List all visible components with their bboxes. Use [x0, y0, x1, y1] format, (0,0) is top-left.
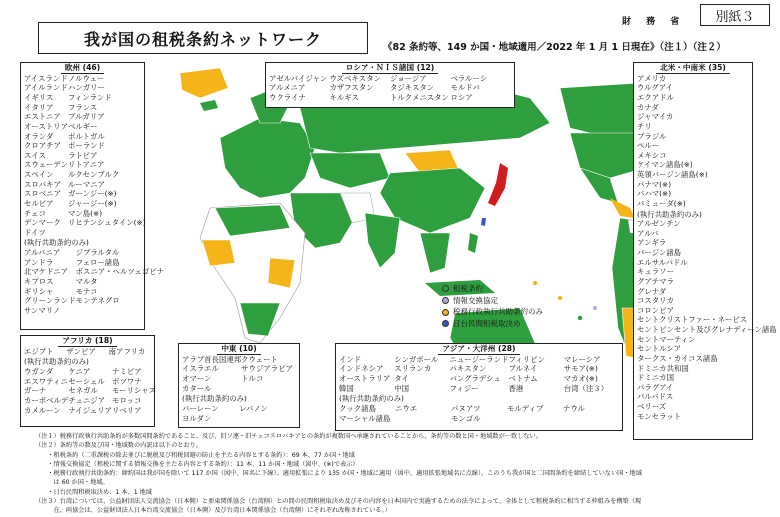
legend-label: 税務行政執行共助条約のみ [453, 307, 543, 317]
country-name: バミューダ(※) [637, 198, 686, 208]
country-name: モーリシャス [112, 386, 156, 396]
country-name: スロベニア [24, 189, 61, 199]
country-name: ジブラルタル [75, 248, 120, 258]
country-name: パヌアツ [451, 403, 481, 413]
country-name: イタリア [24, 102, 54, 112]
country-name: フェロー諸島 [75, 257, 120, 267]
map-africa-west [202, 240, 235, 266]
country-name: リベリア [112, 405, 142, 415]
region-heading [634, 63, 752, 74]
legend-dot [442, 285, 449, 292]
country-name: メキシコ [637, 150, 667, 160]
legend-item [442, 318, 617, 330]
country-name: モルドバ [450, 83, 480, 93]
country-name: ルーマニア [67, 179, 105, 189]
country-name: フランス [67, 102, 98, 112]
region-heading [266, 63, 514, 74]
country-name: 中国 [394, 383, 410, 393]
country-name: 英領バージン諸島(※) [637, 170, 708, 180]
country-name: ポルトガル [67, 131, 105, 141]
region-box-europe [20, 62, 164, 330]
country-name: オランダ [24, 131, 54, 141]
country-name: ナミビア [112, 367, 142, 377]
country-name: マン島(※) [67, 208, 103, 218]
footnote-line: （注３）台湾については、公益財団法人交流協会（日本側）と亜東関係協会（台湾側）との間の民間租税取決め及びその内容を日本国内で実施するための法令によって、全体として租税条約に相当する枠組みを構築（現 [35, 498, 642, 506]
country-name: シンガポール [394, 354, 439, 364]
country-name [241, 384, 296, 394]
country-name: アルゼンチン [637, 219, 681, 229]
country-name: ポーランド [67, 141, 105, 151]
country-name: 香港 [508, 383, 524, 393]
country-name: 南アフリカ [108, 346, 146, 356]
country-name: チェコ [24, 208, 46, 218]
country-name: グアテマラ [637, 276, 674, 286]
region-heading [21, 63, 144, 74]
country-name: スロバキア [24, 179, 61, 189]
country-name: インドネシア [339, 364, 384, 374]
exhibit-label: 別紙３ [700, 4, 770, 26]
country-name: デンマーク [24, 218, 61, 228]
country-name [239, 414, 296, 424]
region-heading-text: 中東 (10) [217, 344, 260, 355]
country-name: レバノン [239, 403, 268, 413]
country-name: マルタ [75, 276, 98, 286]
country-name: ナウル [563, 403, 585, 413]
country-name: ウズベキスタン [329, 73, 381, 83]
map-legend [442, 283, 617, 330]
country-name: アラブ首長国連邦 [182, 354, 242, 364]
map-greenland [180, 68, 228, 98]
region-box-africa [20, 335, 155, 427]
country-name: グリーンランド [24, 296, 76, 306]
country-name: パナマ(※) [637, 179, 672, 189]
footnote-line: ・税務行政執行共助条約：締約国は我が国を除いて 117 か国（図中、国名に下線）。適用拡張により 135 か国・地域に適用（図中、適用拡張地域名に点線）。このうち我が国と二国間条約を締結していない国・地域 [35, 470, 642, 478]
region-box-middle-east [178, 343, 300, 428]
country-name: セントビンセント及びグレナディーン諸島 [637, 325, 777, 335]
country-name: ベトナム [508, 374, 538, 384]
country-name: ウルグアイ [637, 83, 673, 93]
country-name: ニュージーランド [449, 354, 509, 364]
country-name: インド [339, 354, 362, 364]
country-name: チュニジア [68, 395, 106, 405]
legend-dot [442, 309, 449, 316]
country-name: モンセラット [637, 411, 682, 421]
footnote-line: ・情報交換協定（租税に関する情報交換を主たる内容とする条約）：11 本、11 か国・地域（図中、(※)で表示） [35, 460, 359, 468]
country-name: キプロス [24, 276, 54, 286]
country-name: タジキスタン [390, 83, 435, 93]
country-name: セントルシア [637, 344, 682, 354]
country-name: クロアチア [24, 141, 61, 151]
country-name: アンギラ [637, 238, 667, 248]
country-name: モンゴル [451, 413, 481, 423]
country-name: コロンビア [637, 305, 674, 315]
map-se-asia [420, 233, 450, 273]
country-name: パラグアイ [637, 382, 674, 392]
country-name: エスワティニ [24, 376, 68, 386]
country-name: ジャマイカ [637, 112, 674, 122]
country-name: アルバニア [24, 248, 61, 258]
map-iceland [200, 100, 218, 111]
country-name: ザンビア [66, 346, 96, 356]
region-box-asia-pacific [335, 343, 623, 431]
country-name: ブルネイ [508, 364, 538, 374]
country-name: フィリピン [508, 354, 545, 364]
country-name: カザフスタン [329, 83, 374, 93]
country-name: セーシェル [68, 376, 105, 386]
map-japan [488, 163, 508, 206]
country-name: マーシャル諸島 [339, 413, 391, 423]
country-name: キュラソー [637, 267, 674, 277]
country-name [395, 414, 451, 424]
country-name: フィジー [449, 383, 479, 393]
footnote-line: （注１）税務行政執行共助条約が多数国間条約であること、及び、旧ソ連・旧チェコスロバキアとの条約が複数国へ承継されていることから、条約等の数と国・地域数が一致しない。 [35, 433, 542, 440]
country-name: クウェート [241, 354, 278, 364]
map-central-asia [310, 153, 390, 188]
country-name: イギリス [24, 93, 54, 103]
country-name: バーレーン [182, 403, 219, 413]
country-name: ギリシャ [24, 286, 54, 296]
country-name: ウガンダ [24, 367, 54, 377]
country-name: マカオ(※) [563, 374, 598, 384]
country-name: バハマ(※) [637, 189, 672, 199]
country-name: ドミニカ共和国 [637, 363, 689, 373]
region-heading-text: アフリカ (18) [58, 336, 116, 347]
country-name: コスタリカ [637, 296, 674, 306]
country-name: ウクライナ [269, 93, 306, 103]
region-heading [21, 336, 154, 347]
country-name: フィンランド [67, 93, 112, 103]
country-name: ガーンジー(※) [67, 189, 117, 199]
country-name: アンドラ [24, 257, 54, 267]
ministry-label: 財 務 省 [622, 17, 686, 27]
country-name: ベルギー [67, 121, 98, 131]
region-heading-text: ロシア・ＮＩＳ諸国 (12) [342, 63, 439, 74]
country-name: オマーン [182, 374, 212, 384]
country-name [68, 228, 146, 238]
legend-item [442, 306, 617, 318]
country-name: スペイン [24, 170, 54, 180]
region-heading-text: アジア・大洋州 (28) [438, 344, 519, 355]
country-name: セントマーティン [637, 334, 696, 344]
sub-heading: (執行共助条約のみ) [24, 238, 89, 248]
country-name: ケイマン諸島(※) [637, 160, 693, 170]
country-name: アルメニア [269, 83, 306, 93]
country-name: 台湾（注３） [563, 383, 609, 393]
country-name: パキスタン [449, 364, 487, 374]
country-name: ブラジル [637, 131, 667, 141]
country-name: ドミニカ国 [637, 373, 674, 383]
country-name: スリランカ [394, 364, 432, 374]
country-name: バングラデシュ [449, 374, 501, 384]
country-name: スイス [24, 150, 46, 160]
country-name: ハンガリー [67, 83, 105, 93]
sub-heading: (執行共助条約のみ) [182, 394, 247, 404]
country-name: エクアドル [637, 93, 674, 103]
footnote-line: ・租税条約（二重課税の除去並びに脱税及び租税回避の防止を主たる内容とする条約）：69 本、77 か国・地域 [35, 451, 355, 459]
legend-item [442, 295, 617, 307]
country-name: 北マケドニア [24, 267, 69, 277]
country-name: ニウエ [395, 403, 418, 413]
region-box-americas [633, 62, 777, 440]
country-name: エジプト [24, 346, 54, 356]
footnote-line: ・日台民間租税取決め：1 本、1 地域 [35, 488, 152, 496]
country-name: リトアニア [67, 160, 105, 170]
country-name: グレナダ [637, 286, 667, 296]
country-name: オーストリア [24, 121, 68, 131]
map-africa-east [268, 258, 295, 288]
country-name: ラトビア [67, 150, 98, 160]
country-name: タークス・カイコス諸島 [637, 353, 718, 363]
country-name: ブルガリア [67, 112, 105, 122]
map-taiwan [481, 218, 486, 226]
page-subtitle: 《82 条約等、149 か国・地域適用／2022 年 1 月 1 日現在》（注１）（注２） [383, 42, 726, 53]
region-heading [336, 344, 622, 355]
legend-dot [442, 297, 449, 304]
country-name: スウェーデン [24, 160, 68, 170]
country-name: アメリカ [637, 73, 667, 83]
footnote-line: （注２）条約等の数及び国・地域数の内訳は以下のとおり。 [35, 442, 203, 450]
map-central-america [610, 198, 635, 218]
country-name: カタール [182, 383, 212, 393]
country-name: トルクメニスタン [390, 93, 449, 103]
page-title: 我が国の租税条約ネットワーク [38, 22, 368, 54]
country-name: カーボベルデ [24, 395, 69, 405]
country-name: エルサルバドル [637, 257, 688, 267]
footnotes [35, 432, 750, 516]
footnote-line: 在、両協会は、公益財団法人日本台湾交流協会（日本側）及び台湾日本関係協会（台湾側）にそれぞれ改称されている。） [35, 507, 391, 515]
map-europe [220, 118, 315, 198]
country-name: ノルウェー [67, 73, 105, 83]
map-philippines [468, 233, 478, 253]
legend-item [442, 283, 617, 295]
legend-label: 租税条約 [453, 284, 483, 293]
country-name: ルクセンブルク [67, 170, 120, 180]
country-name: クック諸島 [339, 403, 376, 413]
sub-heading: (執行共助条約のみ) [339, 394, 404, 404]
country-name: アゼルバイジャン [269, 73, 328, 83]
country-name: セネガル [68, 386, 98, 396]
country-name: セルビア [24, 198, 54, 208]
country-name: ガーナ [24, 386, 47, 396]
country-name: マレーシア [563, 354, 601, 364]
country-name: ボツワナ [112, 376, 142, 386]
country-name: チリ [637, 121, 652, 131]
footnote-line: は 60 か国・地域。 [35, 479, 109, 487]
country-name: リヒテンシュタイン(※) [67, 218, 146, 228]
country-name: モンテネグロ [75, 296, 120, 306]
region-heading [179, 344, 299, 355]
country-name: ボスニア・ヘルツェゴビナ [75, 267, 164, 277]
country-name: ベラルーシ [450, 73, 488, 83]
sub-heading: (執行共助条約のみ) [637, 209, 702, 219]
country-name: アイスランド [24, 73, 68, 83]
sub-heading: (執行共助条約のみ) [24, 357, 89, 367]
country-name: オーストラリア [339, 374, 391, 384]
country-name: ジョージア [390, 73, 427, 83]
country-name: セントクリストファー・ネービス [637, 315, 748, 325]
country-name: ベリーズ [637, 402, 667, 412]
region-heading-text: 北米・中南米 (35) [656, 63, 730, 74]
country-name: サンマリノ [24, 305, 61, 315]
region-box-cis [265, 62, 515, 108]
legend-label: 日台民間租税取決め [453, 318, 521, 328]
country-name: サモア(※) [563, 364, 598, 374]
country-name: タイ [394, 374, 409, 384]
country-name: キルギス [329, 93, 359, 103]
country-name: ペルー [637, 141, 660, 151]
country-name: トルコ [241, 374, 264, 384]
country-name: モルディブ [507, 403, 544, 413]
country-name: エストニア [24, 112, 61, 122]
country-name: アイルランド [24, 83, 68, 93]
country-name: 韓国 [339, 383, 354, 393]
map-india [365, 213, 400, 268]
country-name: バルバドス [637, 392, 674, 402]
country-name: アルバ [637, 228, 659, 238]
country-name: モナコ [75, 286, 98, 296]
country-name: カナダ [637, 102, 659, 112]
country-name: サウジアラビア [241, 364, 293, 374]
legend-label: 情報交換協定 [453, 295, 498, 305]
country-name: ジャージー(※) [67, 198, 117, 208]
country-name: ケニア [68, 367, 91, 377]
legend-dot [442, 320, 449, 327]
country-name: ナイジェリア [68, 405, 113, 415]
country-name: ドイツ [24, 227, 46, 237]
country-name: イスラエル [182, 364, 219, 374]
country-name: バージン諸島 [637, 248, 682, 258]
country-name: カメルーン [24, 405, 61, 415]
country-name: ロシア [450, 93, 473, 103]
country-name [76, 306, 164, 316]
country-name: ヨルダン [182, 413, 212, 423]
region-heading-text: 欧州 (46) [61, 63, 104, 74]
country-name: モロッコ [112, 395, 142, 405]
